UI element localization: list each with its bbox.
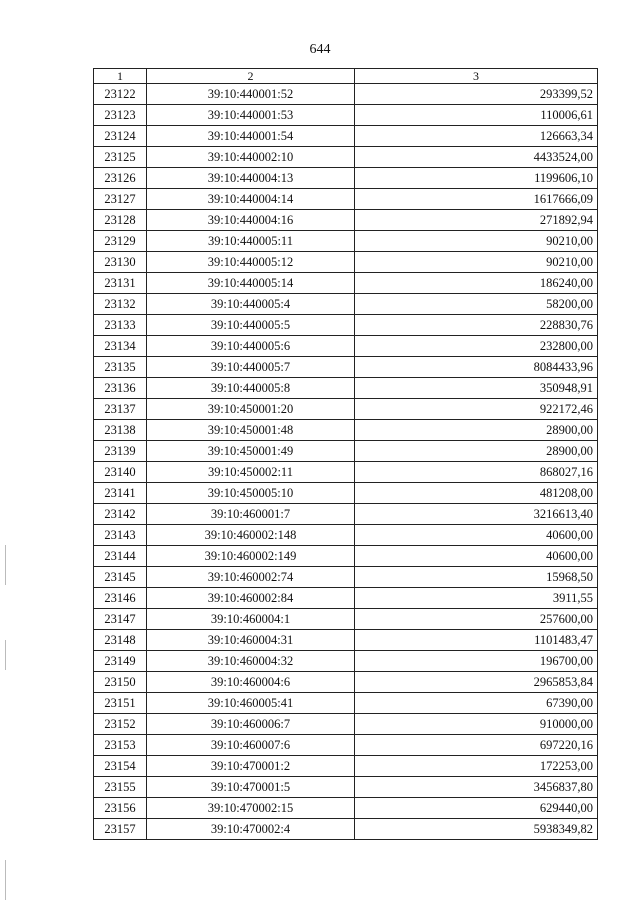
table-row [94,777,598,798]
cadastral-number: 39:10:460005:41 [147,693,355,714]
cadastral-value: 629440,00 [355,798,598,819]
row-number: 23132 [94,294,147,315]
scan-edge-mark [5,545,6,585]
cadastral-value: 15968,50 [355,567,598,588]
cadastral-value: 110006,61 [355,105,598,126]
cadastral-value: 3216613,40 [355,504,598,525]
row-number: 23140 [94,462,147,483]
table-row [94,189,598,210]
page-number: 644 [309,42,331,57]
cadastral-value: 40600,00 [355,525,598,546]
table-row [94,378,598,399]
table-row [94,441,598,462]
table-row [94,483,598,504]
cadastral-number: 39:10:460002:149 [147,546,355,567]
row-number: 23133 [94,315,147,336]
scan-edge-mark [5,860,6,900]
table-row [94,147,598,168]
cadastral-number: 39:10:440005:8 [147,378,355,399]
table-row [94,210,598,231]
cadastral-value: 58200,00 [355,294,598,315]
cadastral-number: 39:10:440005:7 [147,357,355,378]
cadastral-number: 39:10:470002:15 [147,798,355,819]
table-row [94,84,598,105]
cadastral-number: 39:10:460004:1 [147,609,355,630]
row-number: 23128 [94,210,147,231]
cadastral-value: 350948,91 [355,378,598,399]
table-row [94,693,598,714]
cadastral-value: 271892,94 [355,210,598,231]
cadastral-number: 39:10:470002:4 [147,819,355,840]
row-number: 23145 [94,567,147,588]
cadastral-value: 28900,00 [355,420,598,441]
cadastral-number: 39:10:460002:148 [147,525,355,546]
row-number: 23144 [94,546,147,567]
cadastral-number: 39:10:450001:20 [147,399,355,420]
cadastral-number: 39:10:440004:16 [147,210,355,231]
cadastral-number: 39:10:440005:6 [147,336,355,357]
row-number: 23130 [94,252,147,273]
table-row [94,294,598,315]
cadastral-value: 67390,00 [355,693,598,714]
table-row [94,168,598,189]
row-number: 23146 [94,588,147,609]
cadastral-number: 39:10:460001:7 [147,504,355,525]
row-number: 23156 [94,798,147,819]
table-row [94,588,598,609]
table-row [94,357,598,378]
cadastral-number: 39:10:440001:52 [147,84,355,105]
cadastral-number: 39:10:440002:10 [147,147,355,168]
cadastral-number: 39:10:460006:7 [147,714,355,735]
cadastral-number: 39:10:460004:6 [147,672,355,693]
cadastral-value: 910000,00 [355,714,598,735]
row-number: 23143 [94,525,147,546]
cadastral-number: 39:10:470001:2 [147,756,355,777]
cadastral-value: 90210,00 [355,231,598,252]
row-number: 23141 [94,483,147,504]
column-header-3: 3 [355,69,598,84]
row-number: 23147 [94,609,147,630]
table-row [94,126,598,147]
table-row [94,462,598,483]
table-row [94,231,598,252]
table-row [94,672,598,693]
table-row [94,630,598,651]
cadastral-value: 228830,76 [355,315,598,336]
table-row [94,798,598,819]
cadastral-value-table [93,68,598,840]
row-number: 23126 [94,168,147,189]
row-number: 23135 [94,357,147,378]
cadastral-number: 39:10:440001:53 [147,105,355,126]
row-number: 23152 [94,714,147,735]
cadastral-value: 868027,16 [355,462,598,483]
cadastral-value: 5938349,82 [355,819,598,840]
cadastral-value: 232800,00 [355,336,598,357]
cadastral-number: 39:10:440005:4 [147,294,355,315]
table-row [94,273,598,294]
cadastral-number: 39:10:450002:11 [147,462,355,483]
cadastral-number: 39:10:440004:13 [147,168,355,189]
row-number: 23123 [94,105,147,126]
cadastral-value: 697220,16 [355,735,598,756]
table-row [94,105,598,126]
cadastral-number: 39:10:440005:12 [147,252,355,273]
row-number: 23122 [94,84,147,105]
row-number: 23137 [94,399,147,420]
cadastral-value: 172253,00 [355,756,598,777]
cadastral-number: 39:10:450001:48 [147,420,355,441]
column-header-2: 2 [147,69,355,84]
cadastral-number: 39:10:450005:10 [147,483,355,504]
row-number: 23125 [94,147,147,168]
table-row [94,315,598,336]
row-number: 23127 [94,189,147,210]
cadastral-number: 39:10:460002:84 [147,588,355,609]
row-number: 23148 [94,630,147,651]
cadastral-value: 257600,00 [355,609,598,630]
cadastral-number: 39:10:460004:31 [147,630,355,651]
row-number: 23157 [94,819,147,840]
table-row [94,525,598,546]
row-number: 23154 [94,756,147,777]
table-row [94,504,598,525]
cadastral-value: 1199606,10 [355,168,598,189]
cadastral-value: 4433524,00 [355,147,598,168]
cadastral-value: 90210,00 [355,252,598,273]
table-row [94,735,598,756]
row-number: 23139 [94,441,147,462]
table-row [94,819,598,840]
cadastral-number: 39:10:440005:11 [147,231,355,252]
cadastral-number: 39:10:470001:5 [147,777,355,798]
row-number: 23151 [94,693,147,714]
row-number: 23142 [94,504,147,525]
table-row [94,714,598,735]
table-row [94,252,598,273]
table-row [94,546,598,567]
cadastral-number: 39:10:460004:32 [147,651,355,672]
scan-edge-mark [5,640,6,670]
cadastral-number: 39:10:460002:74 [147,567,355,588]
cadastral-value: 28900,00 [355,441,598,462]
row-number: 23150 [94,672,147,693]
table-row [94,651,598,672]
row-number: 23153 [94,735,147,756]
table-row [94,399,598,420]
cadastral-value: 3911,55 [355,588,598,609]
cadastral-number: 39:10:440005:14 [147,273,355,294]
cadastral-value: 3456837,80 [355,777,598,798]
cadastral-number: 39:10:450001:49 [147,441,355,462]
table-header-row [94,69,598,84]
cadastral-value: 40600,00 [355,546,598,567]
row-number: 23134 [94,336,147,357]
cadastral-value: 8084433,96 [355,357,598,378]
column-header-1: 1 [94,69,147,84]
cadastral-number: 39:10:440005:5 [147,315,355,336]
cadastral-value: 2965853,84 [355,672,598,693]
cadastral-number: 39:10:460007:6 [147,735,355,756]
table-row [94,567,598,588]
cadastral-value: 481208,00 [355,483,598,504]
cadastral-number: 39:10:440001:54 [147,126,355,147]
row-number: 23124 [94,126,147,147]
cadastral-value: 186240,00 [355,273,598,294]
row-number: 23138 [94,420,147,441]
cadastral-value: 196700,00 [355,651,598,672]
table-row [94,609,598,630]
table-row [94,420,598,441]
cadastral-value: 1101483,47 [355,630,598,651]
row-number: 23129 [94,231,147,252]
row-number: 23131 [94,273,147,294]
table-body [94,84,598,840]
cadastral-value: 922172,46 [355,399,598,420]
cadastral-value: 1617666,09 [355,189,598,210]
row-number: 23149 [94,651,147,672]
cadastral-value: 126663,34 [355,126,598,147]
table-row [94,756,598,777]
cadastral-value: 293399,52 [355,84,598,105]
row-number: 23155 [94,777,147,798]
table-row [94,336,598,357]
row-number: 23136 [94,378,147,399]
cadastral-number: 39:10:440004:14 [147,189,355,210]
